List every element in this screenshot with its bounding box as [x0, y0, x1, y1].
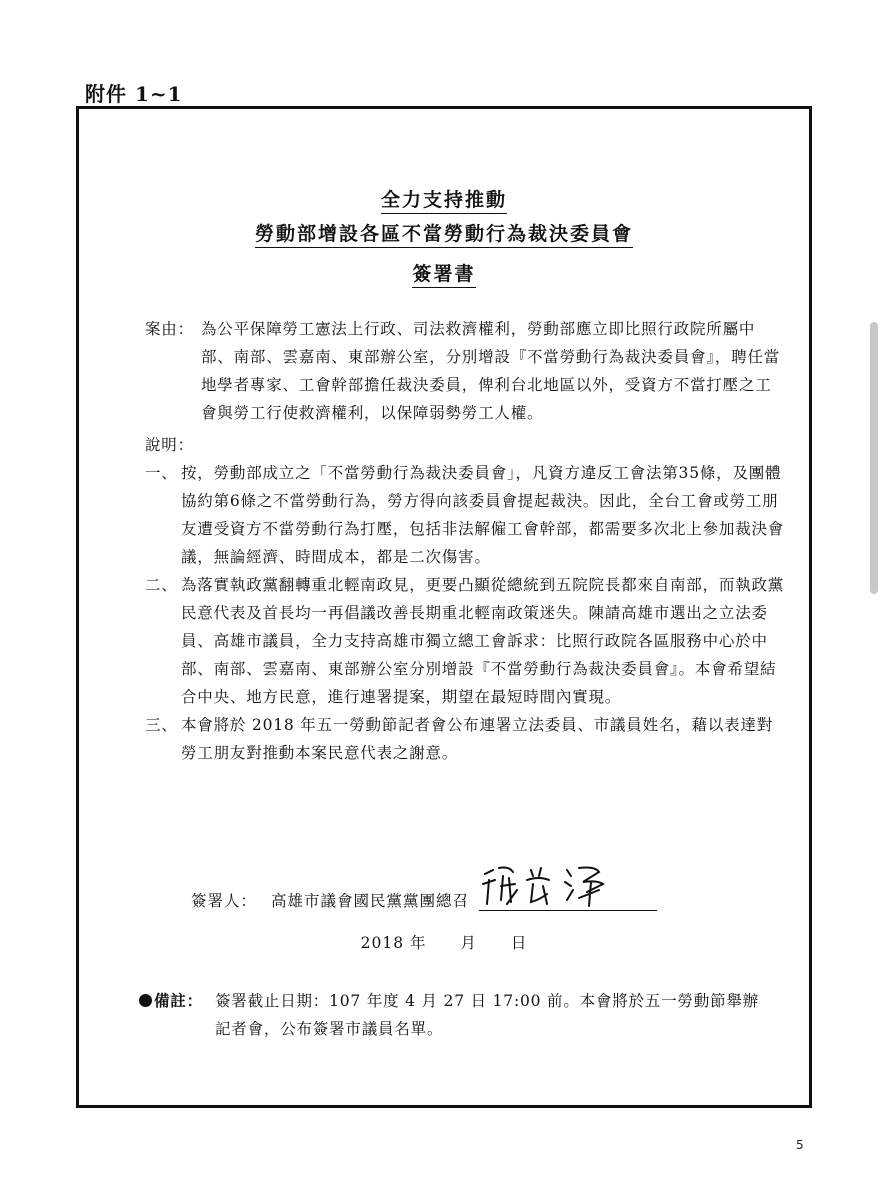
- document-body: [145, 315, 785, 767]
- document-frame: [76, 106, 812, 1108]
- signing-date: [79, 931, 809, 953]
- case-text: 為公平保障勞工憲法上行政、司法救濟權利，勞動部應立即比照行政院所屬中部、南部、雲嘉南、東部辦公室，分別增設『不當勞動行為裁決委員會』，聘任當地學者專家、工會幹部擔任裁決委員，俾利台北地區以外，受資方不當打壓之工會與勞工行使救濟權利，以保障弱勢勞工人權。: [201, 320, 781, 422]
- item-text: 本會將於 2018 年五一勞動節記者會公布連署立法委員、市議員姓名，藉以表達對勞工朋友對推動本案民意代表之謝意。: [181, 716, 774, 762]
- item-mark: 一、: [145, 464, 178, 482]
- note-section: [139, 987, 759, 1043]
- item-mark: 二、: [145, 576, 178, 594]
- item-text: 為落實執政黨翻轉重北輕南政見，更要凸顯從總統到五院院長都來自南部，而執政黨民意代表及首長均一再倡議改善長期重北輕南政策迷失。陳請高雄市選出之立法委員、高雄市議員，全力支持高雄市獨立總工會訴求：比照行政院各區服務中心於中部、南部、雲嘉南、東部辦公室分別增設『不當勞動行為裁決委員會』。本會希望結合中央、地方民意，進行連署提案，期望在最短時間內實現。: [181, 576, 785, 706]
- explanation-item: [145, 459, 785, 571]
- title-line-2: 勞動部增設各區不當勞動行為裁決委員會: [79, 219, 809, 246]
- explanation-item: [145, 711, 785, 767]
- item-mark: 三、: [145, 716, 178, 734]
- signer-organization: 高雄市議會國民黨黨團總召: [271, 892, 470, 910]
- scrollbar-thumb[interactable]: [870, 322, 878, 594]
- date-day: 日: [510, 934, 528, 952]
- title-line-3: 簽署書: [79, 259, 809, 286]
- case-section: [145, 315, 785, 427]
- date-month: 月: [460, 934, 477, 952]
- explanation-item: [145, 571, 785, 711]
- note-text: 簽署截止日期：107 年度 4 月 27 日 17:00 前。本會將於五一勞動節舉辦記者會，公布簽署市議員名單。: [215, 992, 759, 1038]
- item-text: 按，勞動部成立之「不當勞動行為裁決委員會」，凡資方違反工會法第35條，及團體協約第6條之不當勞動行為，勞方得向該委員會提起裁決。因此，全台工會或勞工朋友遭受資方不當勞動行為打壓，包括非法解僱工會幹部，都需要多次北上參加裁決會議，無論經濟、時間成本，都是二次傷害。: [181, 464, 785, 566]
- explanation-label: 說明：: [145, 436, 194, 454]
- date-year: 2018 年: [360, 934, 427, 952]
- title-line-1: 全力支持推動: [79, 185, 809, 212]
- signer-row: [191, 871, 657, 911]
- note-label: 備註：: [139, 987, 215, 1043]
- signer-label: 簽署人：: [191, 892, 258, 910]
- case-label: 案由：: [145, 320, 194, 338]
- page-number: 5: [796, 1138, 804, 1152]
- signature-line: [479, 871, 657, 911]
- bullet-icon: [139, 994, 152, 1007]
- handwritten-signature: [479, 860, 629, 908]
- attachment-label: 附件 1~1: [85, 82, 183, 106]
